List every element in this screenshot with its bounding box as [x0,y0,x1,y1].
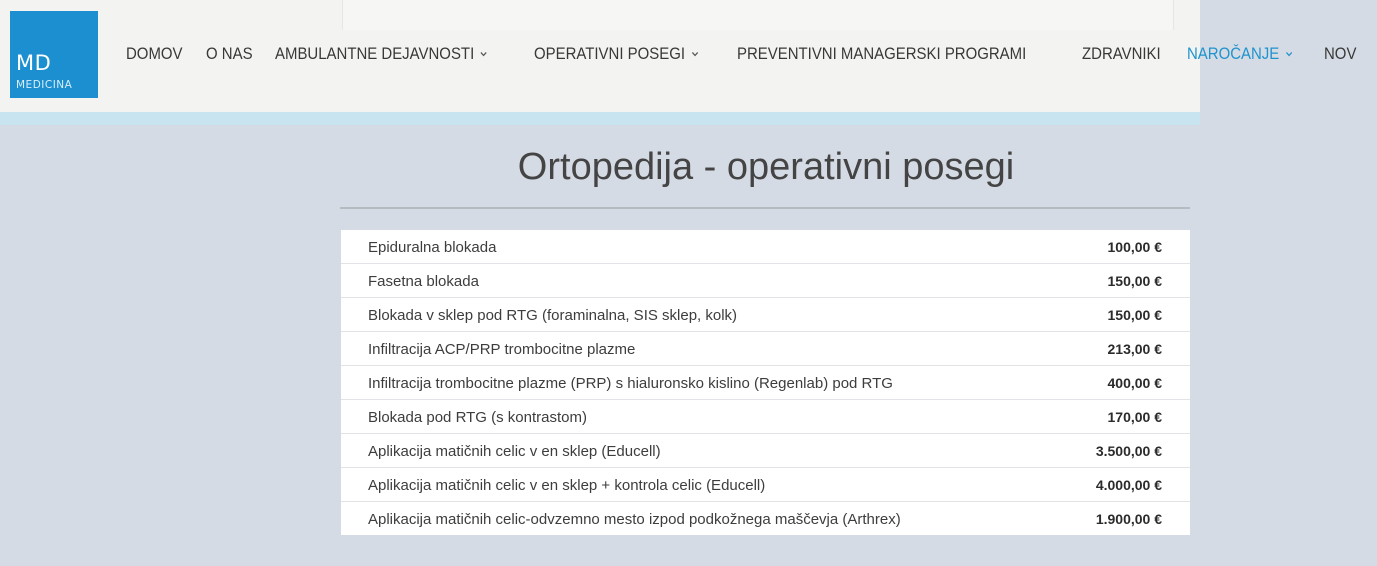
table-row [341,502,1190,535]
service-name: Blokada v sklep pod RTG (foraminalna, SIS sklep, kolk) [368,307,738,324]
nav-item-label: NAROČANJE [1187,44,1280,63]
title-divider [340,207,1190,209]
logo-subtext: MEDICINA [16,79,73,91]
service-price: 4.000,00 € [1095,477,1162,493]
table-row [341,434,1190,468]
chevron-down-icon [1285,49,1294,59]
nav-item-label: ZDRAVNIKI [1081,44,1161,63]
nav-item-naročanje[interactable] [1187,44,1293,64]
site-logo[interactable] [10,11,98,98]
site-header [0,0,1357,112]
service-name: Blokada pod RTG (s kontrastom) [368,409,587,426]
nav-item-label: PREVENTIVNI MANAGERSKI PROGRAMI [737,44,1027,63]
service-price: 150,00 € [1107,307,1162,323]
service-price: 150,00 € [1107,273,1162,289]
nav-item-operativni-posegi[interactable] [534,44,699,64]
sticky-header-overlap [342,0,1174,30]
table-row [341,332,1190,366]
nav-item-ambulantne-dejavnosti[interactable] [275,44,488,64]
service-price: 400,00 € [1107,375,1162,391]
table-row [341,298,1190,332]
service-name: Infiltracija trombocitne plazme (PRP) s hialuronsko kislino (Regenlab) pod RTG [368,375,893,392]
header-accent-strip [0,112,1200,125]
nav-item-preventivni-managerski-programi[interactable] [737,44,1026,64]
service-name: Aplikacija matičnih celic v en sklep (Educell) [368,443,661,460]
service-price: 1.900,00 € [1095,511,1162,527]
nav-item-label: O NAS [206,44,253,63]
nav-item-o-nas[interactable] [206,44,253,64]
table-row [341,264,1190,298]
service-price: 170,00 € [1107,409,1162,425]
nav-item-label: NOV [1324,44,1357,63]
service-name: Aplikacija matičnih celic v en sklep + kontrola celic (Educell) [368,477,766,494]
service-price: 3.500,00 € [1095,443,1162,459]
logo-text: MD [16,51,52,75]
table-row [341,400,1190,434]
nav-item-label: AMBULANTNE DEJAVNOSTI [275,44,475,63]
table-row [341,366,1190,400]
chevron-down-icon [690,49,699,59]
main-nav [126,44,1377,64]
chevron-down-icon [480,49,489,59]
nav-item-zdravniki[interactable] [1082,44,1161,64]
service-name: Fasetna blokada [368,273,479,290]
service-name: Infiltracija ACP/PRP trombocitne plazme [368,341,636,358]
nav-item-nov[interactable] [1324,44,1356,64]
service-name: Epiduralna blokada [368,239,497,256]
price-table [341,230,1190,535]
nav-item-label: OPERATIVNI POSEGI [533,44,685,63]
table-row [341,468,1190,502]
nav-item-domov[interactable] [126,44,183,64]
page-title: Ortopedija - operativni posegi [517,146,1015,188]
service-price: 100,00 € [1107,239,1162,255]
service-name: Aplikacija matičnih celic-odvzemno mesto izpod podkožnega maščevja (Arthrex) [368,511,901,528]
service-price: 213,00 € [1107,341,1162,357]
nav-item-label: DOMOV [126,44,183,63]
table-row [341,230,1190,264]
